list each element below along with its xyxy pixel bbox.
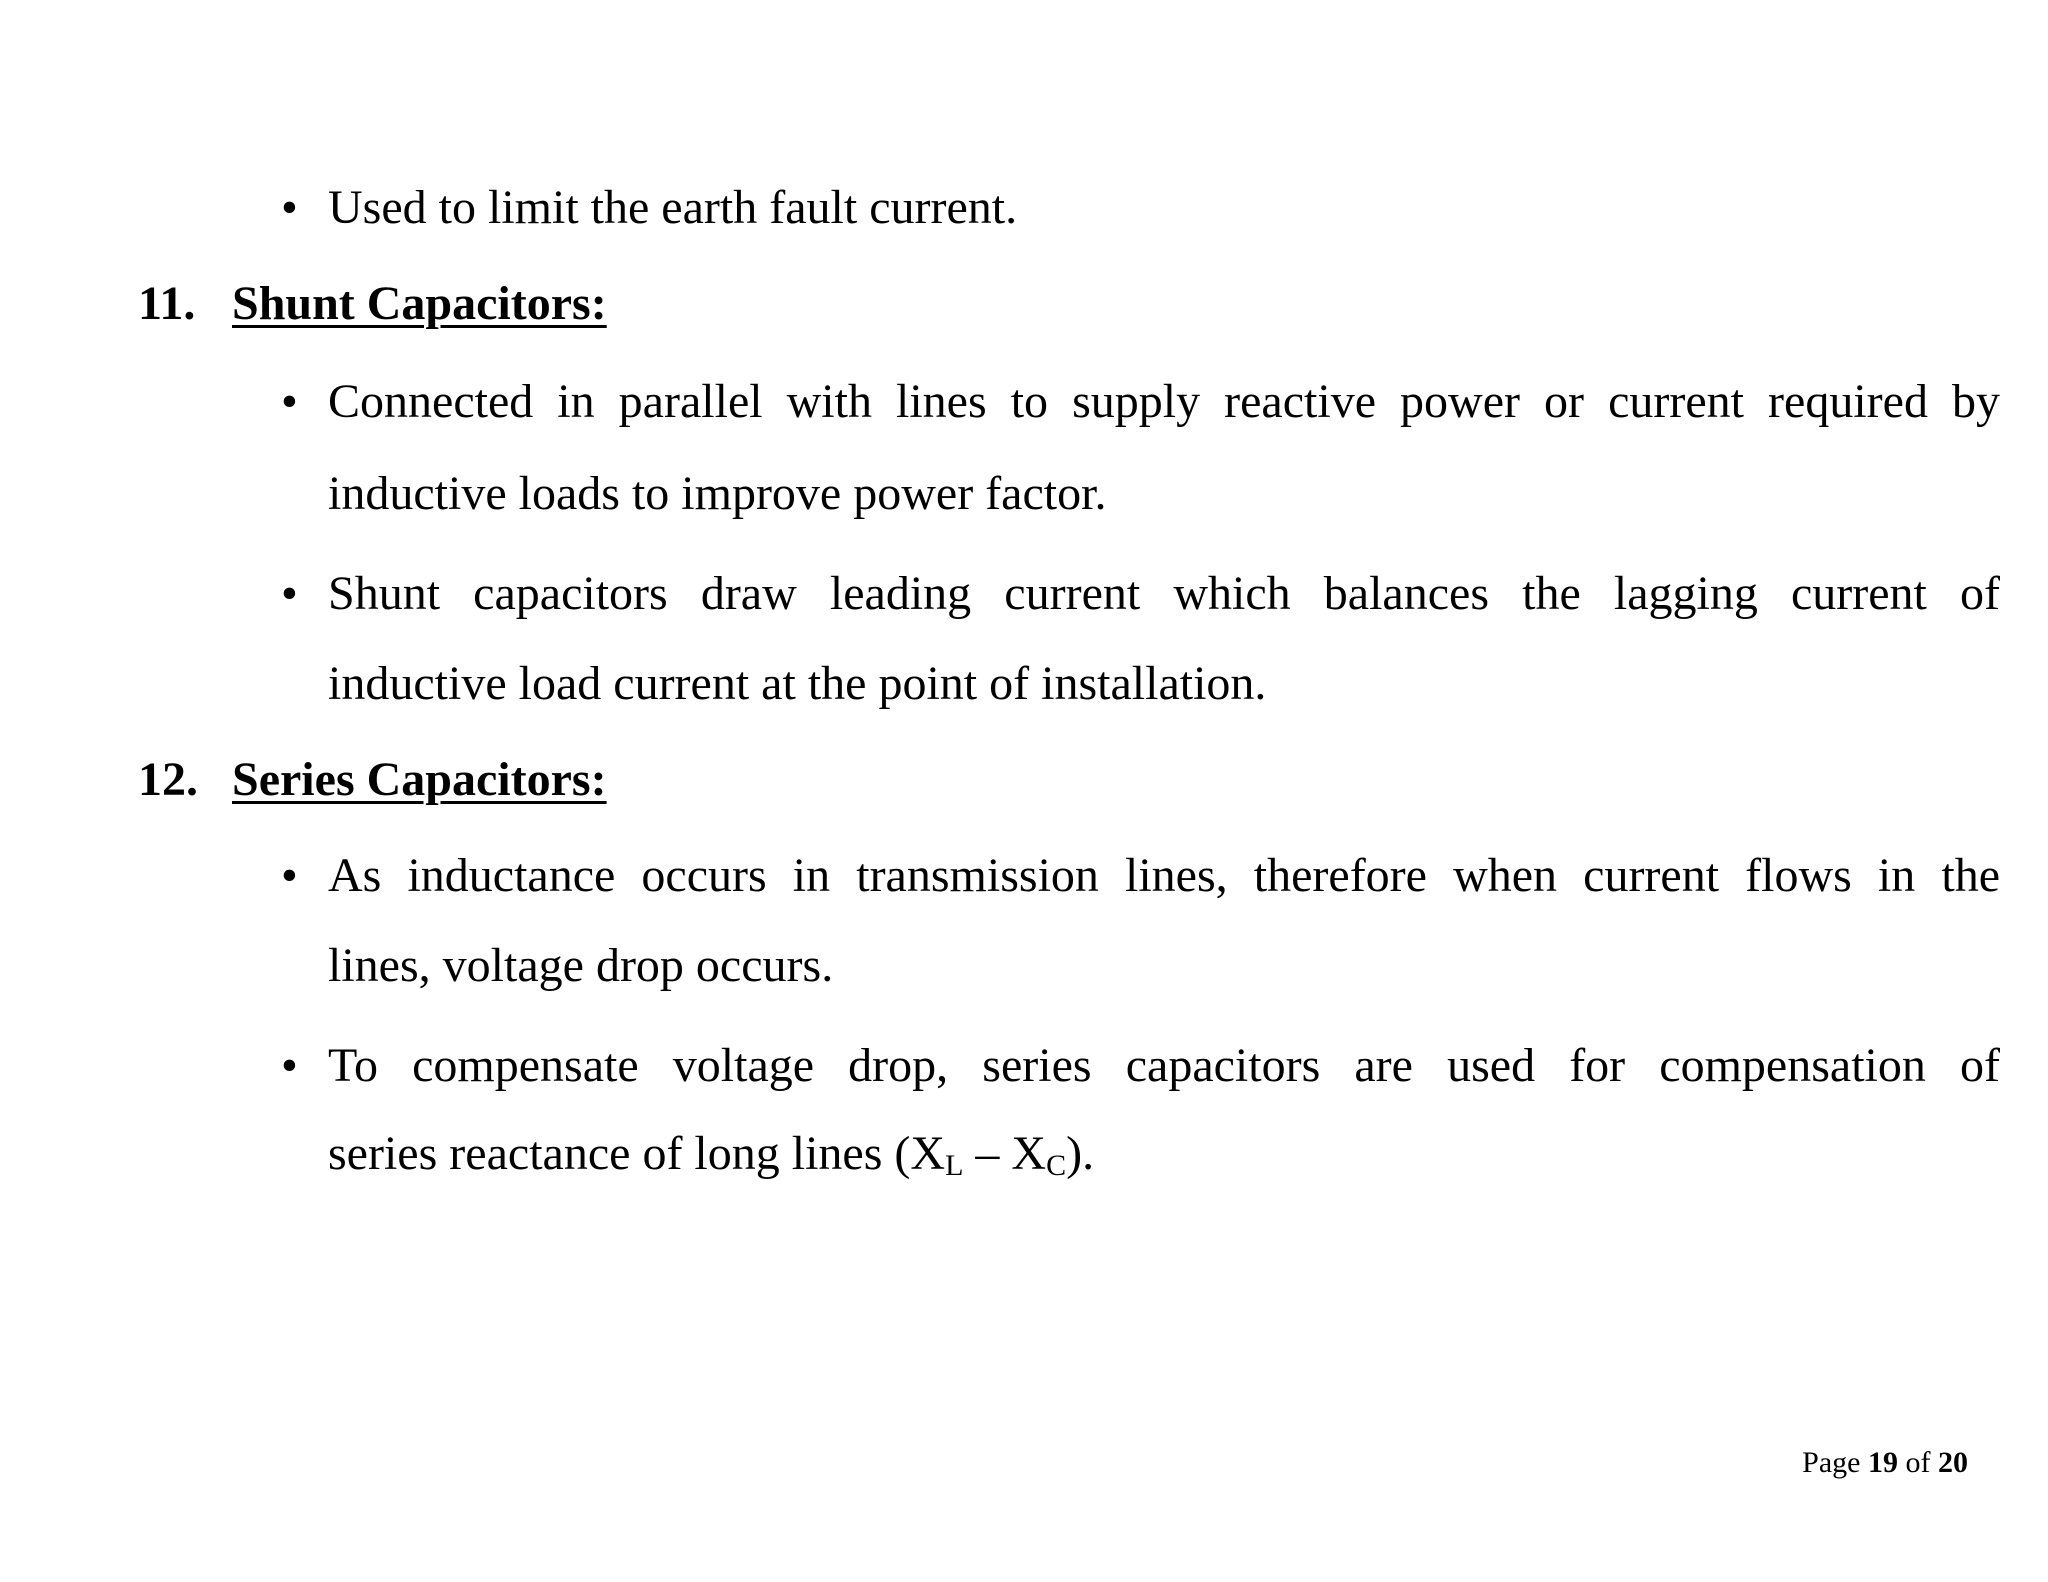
page-word: Page xyxy=(1802,1446,1861,1479)
bullet-line: Connected in parallel with lines to supply reactive power or current required by xyxy=(328,375,2000,428)
bullet-line: Shunt capacitors draw leading current which balances the lagging current of xyxy=(328,567,2000,620)
formula-dash: – X xyxy=(963,1127,1047,1180)
bullet-paragraph xyxy=(328,1039,2000,1092)
bullet-line: lines, voltage drop occurs. xyxy=(328,939,834,992)
section-heading: Shunt Capacitors: xyxy=(232,277,607,330)
formula-suffix: ). xyxy=(1066,1127,1095,1180)
page-footer xyxy=(1802,1448,1968,1478)
bullet-dot: • xyxy=(281,181,298,234)
subscript-l: L xyxy=(945,1149,964,1182)
bullet-paragraph xyxy=(328,375,2000,428)
bullet-paragraph xyxy=(328,567,2000,620)
formula-prefix: series reactance of long lines (X xyxy=(328,1127,946,1180)
section-number: 12. xyxy=(138,753,198,806)
bullet-dot: • xyxy=(281,375,298,428)
section-heading: Series Capacitors: xyxy=(232,753,607,806)
bullet-line: To compensate voltage drop, series capacitors are used for compensation of xyxy=(328,1039,2000,1092)
bullet-dot: • xyxy=(281,567,298,620)
bullet-dot: • xyxy=(281,849,298,902)
bullet-paragraph xyxy=(328,849,2000,902)
bullet-line-formula xyxy=(328,1127,1095,1182)
page-number: 19 xyxy=(1868,1446,1898,1479)
section-number: 11. xyxy=(138,277,196,330)
bullet-line: inductive load current at the point of installation. xyxy=(328,657,1267,710)
total-pages: 20 xyxy=(1938,1446,1968,1479)
bullet-line: inductive loads to improve power factor. xyxy=(328,467,1107,520)
bullet-dot: • xyxy=(281,1039,298,1092)
subscript-c: C xyxy=(1046,1149,1067,1182)
of-word: of xyxy=(1905,1446,1931,1479)
intro-bullet-text: Used to limit the earth fault current. xyxy=(328,181,1018,234)
bullet-line: As inductance occurs in transmission lines, therefore when current flows in the xyxy=(328,849,2000,902)
